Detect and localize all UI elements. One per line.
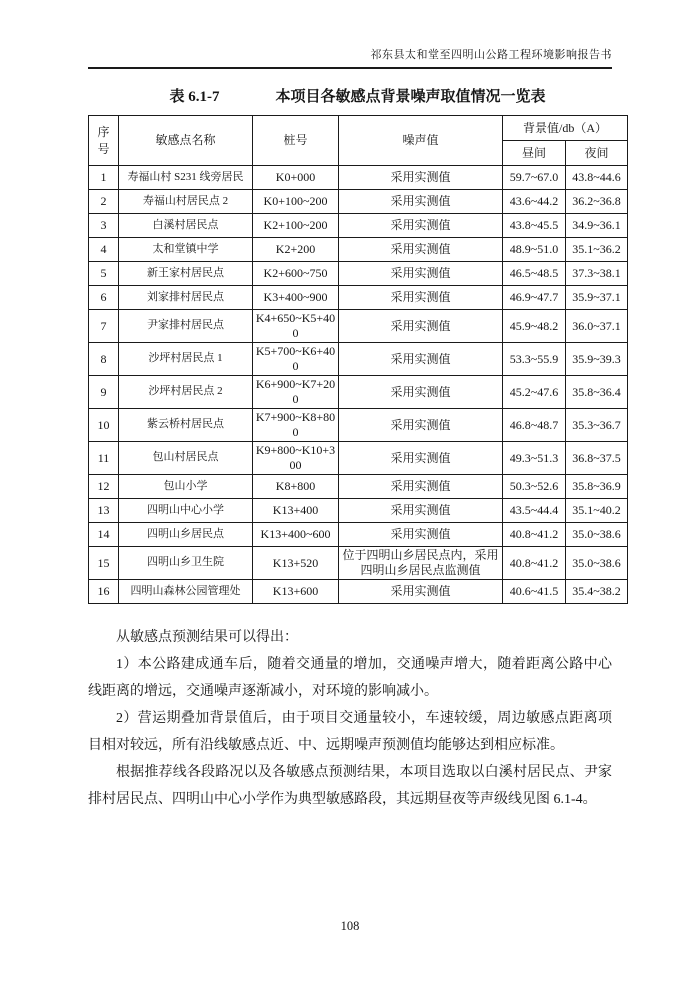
col-header-background: 背景值/db（A） bbox=[503, 116, 628, 141]
cell-night: 37.3~38.1 bbox=[566, 262, 628, 286]
cell-night: 36.2~36.8 bbox=[566, 190, 628, 214]
cell-stake: K7+900~K8+800 bbox=[253, 409, 339, 442]
cell-name: 四明山乡卫生院 bbox=[119, 547, 253, 580]
cell-day: 40.8~41.2 bbox=[503, 547, 566, 580]
cell-stake: K0+000 bbox=[253, 166, 339, 190]
cell-stake: K2+100~200 bbox=[253, 214, 339, 238]
table-row bbox=[89, 343, 628, 376]
col-header-day: 昼间 bbox=[503, 141, 566, 166]
cell-day: 40.8~41.2 bbox=[503, 523, 566, 547]
cell-day: 43.6~44.2 bbox=[503, 190, 566, 214]
cell-night: 35.8~36.4 bbox=[566, 376, 628, 409]
table-row bbox=[89, 499, 628, 523]
cell-no: 2 bbox=[89, 190, 119, 214]
cell-noise: 采用实测值 bbox=[339, 475, 503, 499]
table-row bbox=[89, 190, 628, 214]
cell-night: 35.8~36.9 bbox=[566, 475, 628, 499]
table-header-row bbox=[89, 116, 628, 141]
cell-noise: 采用实测值 bbox=[339, 190, 503, 214]
col-header-no-label: 序号 bbox=[97, 125, 110, 156]
running-header bbox=[88, 46, 612, 69]
cell-night: 35.4~38.2 bbox=[566, 580, 628, 604]
cell-stake: K13+400 bbox=[253, 499, 339, 523]
cell-name: 寿福山村居民点 2 bbox=[119, 190, 253, 214]
cell-day: 43.5~44.4 bbox=[503, 499, 566, 523]
cell-night: 36.8~37.5 bbox=[566, 442, 628, 475]
cell-stake: K8+800 bbox=[253, 475, 339, 499]
paragraph-conclusion-2: 2）营运期叠加背景值后，由于项目交通量较小，车速较缓，周边敏感点距离项目相对较远，所有沿线敏感点近、中、远期噪声预测值均能够达到相应标准。 bbox=[88, 711, 612, 753]
cell-no: 10 bbox=[89, 409, 119, 442]
cell-no: 4 bbox=[89, 238, 119, 262]
table-row bbox=[89, 547, 628, 580]
cell-name: 四明山乡居民点 bbox=[119, 523, 253, 547]
cell-noise: 采用实测值 bbox=[339, 286, 503, 310]
cell-no: 3 bbox=[89, 214, 119, 238]
cell-day: 50.3~52.6 bbox=[503, 475, 566, 499]
cell-stake: K13+520 bbox=[253, 547, 339, 580]
col-header-name: 敏感点名称 bbox=[119, 116, 253, 166]
cell-no: 11 bbox=[89, 442, 119, 475]
cell-noise: 采用实测值 bbox=[339, 523, 503, 547]
cell-night: 35.3~36.7 bbox=[566, 409, 628, 442]
cell-day: 53.3~55.9 bbox=[503, 343, 566, 376]
cell-night: 35.9~39.3 bbox=[566, 343, 628, 376]
cell-no: 15 bbox=[89, 547, 119, 580]
cell-stake: K9+800~K10+300 bbox=[253, 442, 339, 475]
col-header-stake: 桩号 bbox=[253, 116, 339, 166]
cell-noise: 采用实测值 bbox=[339, 376, 503, 409]
cell-name: 刘家排村居民点 bbox=[119, 286, 253, 310]
cell-stake: K0+100~200 bbox=[253, 190, 339, 214]
col-header-noise: 噪声值 bbox=[339, 116, 503, 166]
table-row bbox=[89, 523, 628, 547]
table-title: 本项目各敏感点背景噪声取值情况一览表 bbox=[275, 89, 546, 105]
cell-day: 45.2~47.6 bbox=[503, 376, 566, 409]
table-row bbox=[89, 376, 628, 409]
cell-no: 12 bbox=[89, 475, 119, 499]
paragraph-typical-sections: 根据推荐线各段路况以及各敏感点预测结果，本项目选取以白溪村居民点、尹家排村居民点、四明山中心小学作为典型敏感路段，其远期昼夜等声级线见图 6.1-4。 bbox=[88, 765, 612, 807]
cell-name: 太和堂镇中学 bbox=[119, 238, 253, 262]
page-footer bbox=[0, 919, 700, 934]
table-row bbox=[89, 442, 628, 475]
cell-night: 35.9~37.1 bbox=[566, 286, 628, 310]
cell-stake: K4+650~K5+400 bbox=[253, 310, 339, 343]
cell-noise: 采用实测值 bbox=[339, 343, 503, 376]
cell-no: 8 bbox=[89, 343, 119, 376]
cell-night: 35.1~36.2 bbox=[566, 238, 628, 262]
cell-noise: 采用实测值 bbox=[339, 310, 503, 343]
cell-stake: K13+400~600 bbox=[253, 523, 339, 547]
cell-day: 46.8~48.7 bbox=[503, 409, 566, 442]
cell-no: 5 bbox=[89, 262, 119, 286]
cell-night: 35.0~38.6 bbox=[566, 523, 628, 547]
cell-night: 34.9~36.1 bbox=[566, 214, 628, 238]
cell-noise: 采用实测值 bbox=[339, 442, 503, 475]
cell-stake: K2+200 bbox=[253, 238, 339, 262]
cell-noise: 采用实测值 bbox=[339, 214, 503, 238]
cell-name: 尹家排村居民点 bbox=[119, 310, 253, 343]
paragraph-intro: 从敏感点预测结果可以得出： bbox=[116, 630, 298, 645]
cell-name: 沙坪村居民点 1 bbox=[119, 343, 253, 376]
table-row bbox=[89, 238, 628, 262]
cell-stake: K13+600 bbox=[253, 580, 339, 604]
cell-name: 沙坪村居民点 2 bbox=[119, 376, 253, 409]
cell-no: 6 bbox=[89, 286, 119, 310]
cell-no: 14 bbox=[89, 523, 119, 547]
cell-noise: 采用实测值 bbox=[339, 166, 503, 190]
cell-no: 1 bbox=[89, 166, 119, 190]
background-noise-table bbox=[88, 115, 628, 604]
page-number: 108 bbox=[340, 919, 360, 933]
cell-noise: 采用实测值 bbox=[339, 499, 503, 523]
cell-name: 包山村居民点 bbox=[119, 442, 253, 475]
cell-noise: 采用实测值 bbox=[339, 262, 503, 286]
cell-no: 7 bbox=[89, 310, 119, 343]
table-row bbox=[89, 475, 628, 499]
cell-no: 16 bbox=[89, 580, 119, 604]
cell-name: 四明山中心小学 bbox=[119, 499, 253, 523]
cell-name: 新王家村居民点 bbox=[119, 262, 253, 286]
table-body bbox=[89, 166, 628, 604]
col-header-no bbox=[89, 116, 119, 166]
cell-noise: 采用实测值 bbox=[339, 409, 503, 442]
table-caption bbox=[88, 85, 627, 106]
cell-stake: K2+600~750 bbox=[253, 262, 339, 286]
cell-noise: 采用实测值 bbox=[339, 238, 503, 262]
running-header-title: 祁东县太和堂至四明山公路工程环境影响报告书 bbox=[370, 49, 612, 61]
table-row bbox=[89, 409, 628, 442]
cell-no: 9 bbox=[89, 376, 119, 409]
table-row bbox=[89, 166, 628, 190]
cell-name: 寿福山村 S231 线旁居民 bbox=[119, 166, 253, 190]
cell-night: 35.1~40.2 bbox=[566, 499, 628, 523]
cell-day: 40.6~41.5 bbox=[503, 580, 566, 604]
cell-night: 36.0~37.1 bbox=[566, 310, 628, 343]
table-row bbox=[89, 580, 628, 604]
cell-day: 43.8~45.5 bbox=[503, 214, 566, 238]
table-head bbox=[89, 116, 628, 166]
cell-no: 13 bbox=[89, 499, 119, 523]
cell-day: 48.9~51.0 bbox=[503, 238, 566, 262]
table-label: 表 6.1-7 bbox=[169, 89, 220, 105]
cell-name: 白溪村居民点 bbox=[119, 214, 253, 238]
cell-night: 43.8~44.6 bbox=[566, 166, 628, 190]
table-row bbox=[89, 286, 628, 310]
body-text bbox=[88, 624, 612, 813]
cell-noise: 采用实测值 bbox=[339, 580, 503, 604]
table-row bbox=[89, 262, 628, 286]
cell-day: 59.7~67.0 bbox=[503, 166, 566, 190]
col-header-night: 夜间 bbox=[566, 141, 628, 166]
cell-day: 46.5~48.5 bbox=[503, 262, 566, 286]
cell-name: 包山小学 bbox=[119, 475, 253, 499]
table-row bbox=[89, 214, 628, 238]
table-row bbox=[89, 310, 628, 343]
cell-stake: K5+700~K6+400 bbox=[253, 343, 339, 376]
cell-name: 四明山森林公园管理处 bbox=[119, 580, 253, 604]
cell-noise: 位于四明山乡居民点内，采用四明山乡居民点监测值 bbox=[339, 547, 503, 580]
cell-day: 49.3~51.3 bbox=[503, 442, 566, 475]
cell-stake: K3+400~900 bbox=[253, 286, 339, 310]
cell-stake: K6+900~K7+200 bbox=[253, 376, 339, 409]
cell-day: 46.9~47.7 bbox=[503, 286, 566, 310]
paragraph-conclusion-1: 1）本公路建成通车后，随着交通量的增加，交通噪声增大，随着距离公路中心线距离的增远，交通噪声逐渐减小，对环境的影响减小。 bbox=[88, 657, 612, 699]
cell-day: 45.9~48.2 bbox=[503, 310, 566, 343]
cell-night: 35.0~38.6 bbox=[566, 547, 628, 580]
cell-name: 紫云桥村居民点 bbox=[119, 409, 253, 442]
